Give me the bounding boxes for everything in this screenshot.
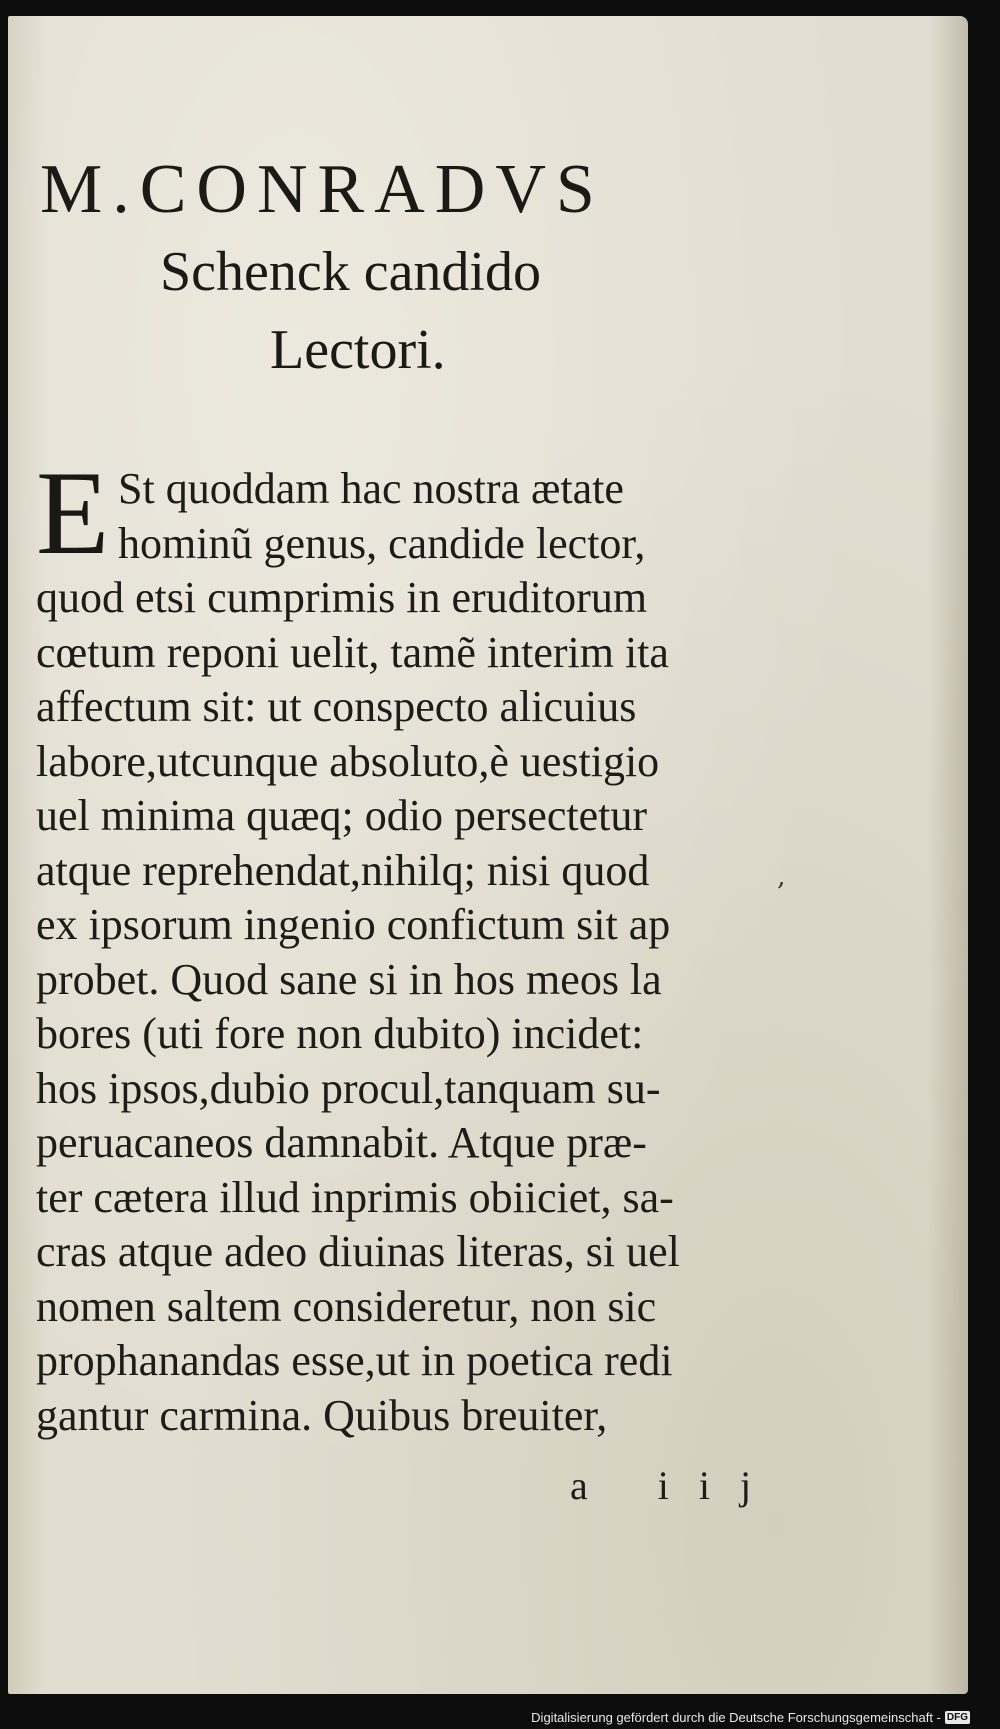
margin-mark: ‚ xyxy=(777,862,786,892)
text-line: quod etsi cumprimis in eruditorum xyxy=(36,573,648,622)
text-line: bores (uti fore non dubito) incidet: xyxy=(36,1009,644,1058)
text-line: ex ipsorum ingenio confictum sit ap xyxy=(36,900,671,949)
text-line: ter cætera illud inprimis obiiciet, sa- xyxy=(36,1172,674,1222)
text-line: hominũ genus, candide lector, xyxy=(118,518,646,568)
text-line: St quoddam hac nostra ætate xyxy=(118,464,624,513)
footer-text: Digitalisierung gefördert durch die Deutsche Forschungsgemeinschaft - xyxy=(531,1710,941,1725)
text-line: probet. Quod sane si in hos meos la xyxy=(36,954,662,1004)
text-line: nomen saltem consideretur, non sic xyxy=(36,1281,657,1331)
dfg-logo: DFG xyxy=(946,1712,968,1723)
heading-line-2: Schenck candido xyxy=(160,241,541,303)
text-line: atque reprehendat,nihilq; nisi quod xyxy=(36,845,650,895)
text-line: affectum sit: ut conspecto alicuius xyxy=(36,682,637,731)
text-line: uel minima quæq; odio persectetur xyxy=(36,791,647,840)
body-text xyxy=(36,462,796,1443)
text-line: peruacaneos damnabit. Atque præ- xyxy=(36,1118,647,1167)
drop-cap: E xyxy=(36,446,110,579)
text-line: gantur carmina. Quibus breuiter, xyxy=(36,1390,608,1440)
text-line: cœtum reponi uelit, tamẽ interim ita xyxy=(36,627,669,677)
text-line: cras atque adeo diuinas literas, si uel xyxy=(36,1227,680,1276)
signature-mark: a iij xyxy=(570,1463,782,1508)
text-line: prophanandas esse,ut in poetica redi xyxy=(36,1336,673,1385)
footer-credit xyxy=(531,1710,970,1725)
heading-line-3: Lectori. xyxy=(270,319,446,381)
text-line: labore,utcunque absoluto,è uestigio xyxy=(36,736,660,786)
heading-author: M.CONRADVS xyxy=(40,151,605,228)
text-line: hos ipsos,dubio procul,tanquam su- xyxy=(36,1063,661,1113)
